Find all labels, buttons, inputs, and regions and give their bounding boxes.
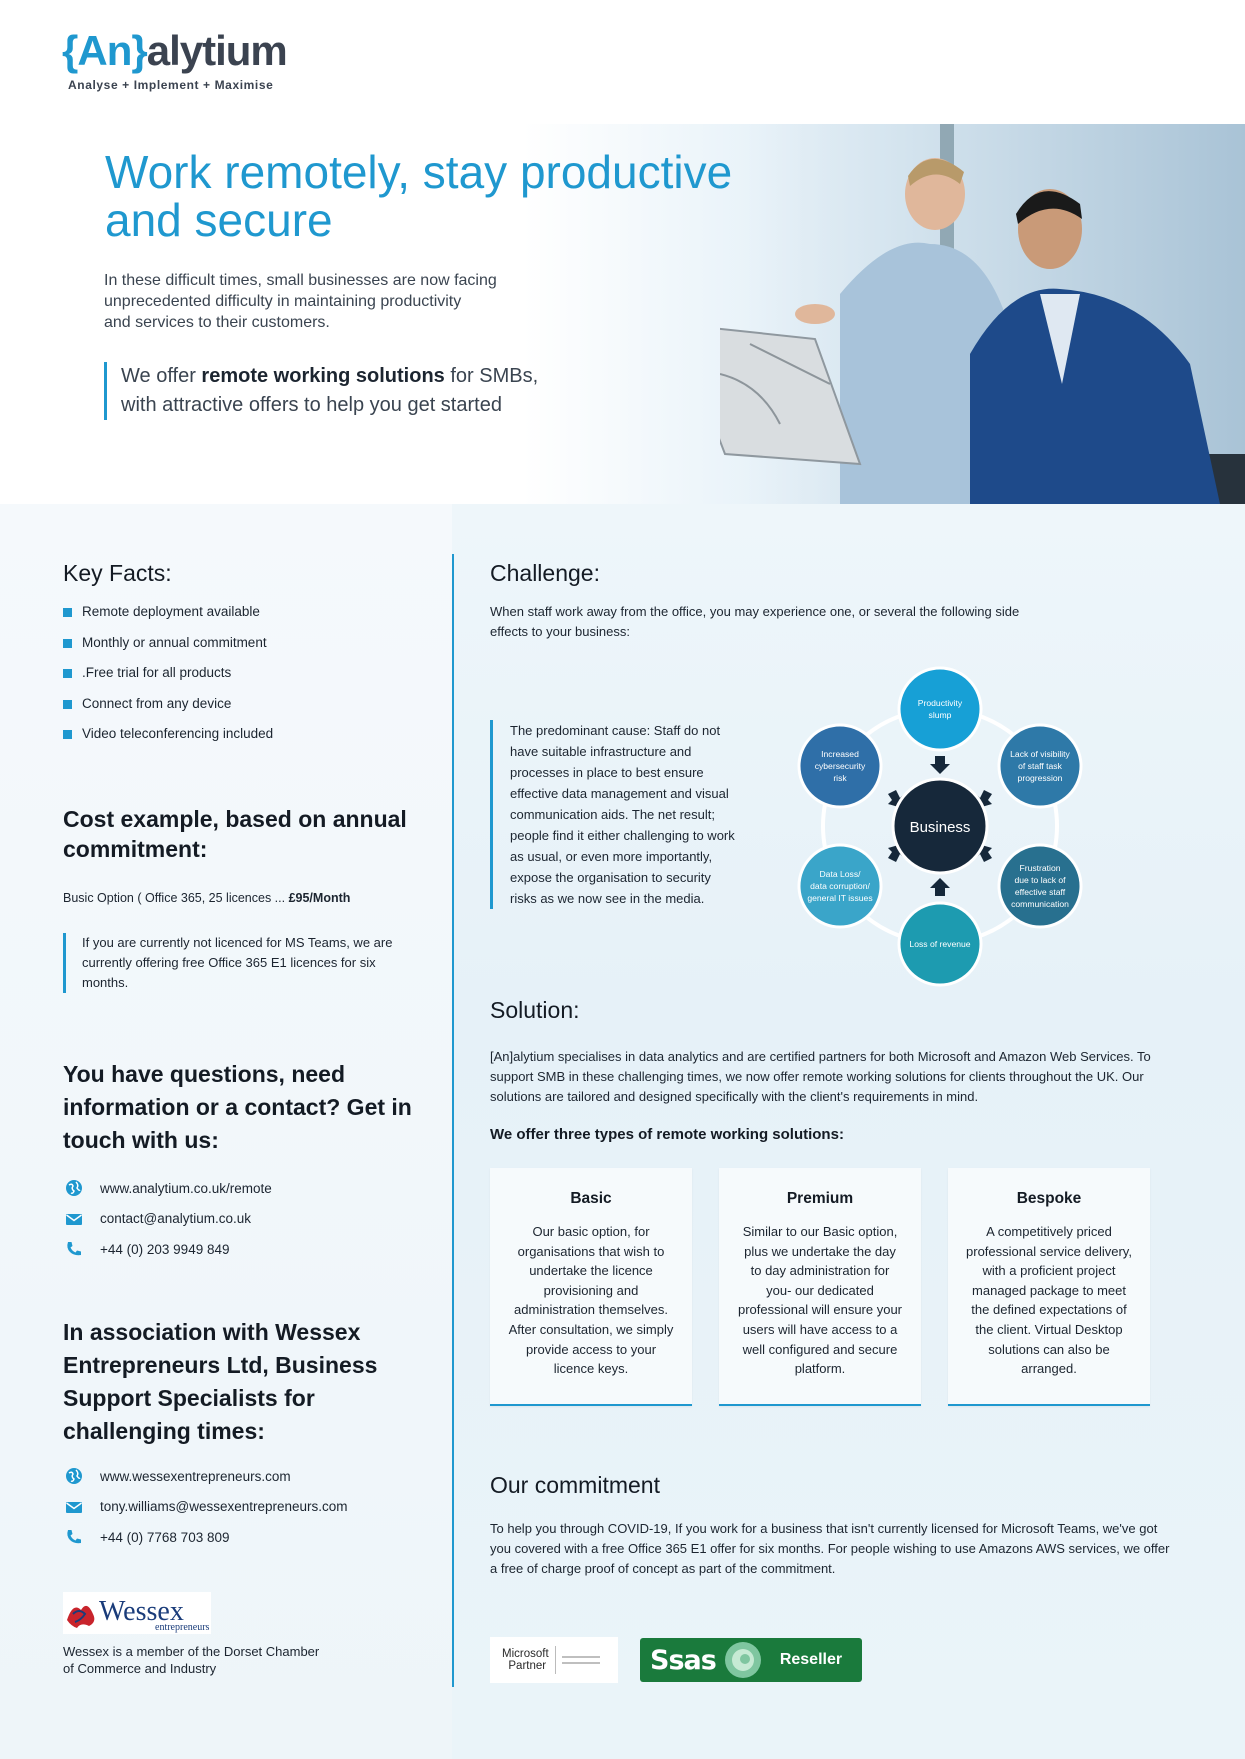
key-fact-item: Video teleconferencing included (63, 726, 273, 757)
bullet-square-icon (63, 730, 72, 739)
wessex-logo-word: Wessex (99, 1596, 184, 1627)
analytium-logo (62, 28, 287, 92)
cost-example-title: Cost example, based on annual commitment: (63, 806, 407, 862)
diagram-center-label: Business (909, 819, 971, 836)
card-title: Premium (786, 1190, 854, 1207)
column-divider (452, 554, 454, 1687)
key-fact-item: Monthly or annual commitment (63, 635, 273, 666)
card-text: A competitively priced professional service delivery, with a proficient project managed package to meet the defined expectations of the client. Virtual Desktop solutions can also be arranged. (966, 1224, 1132, 1377)
diagram-node-frustration (999, 845, 1081, 927)
globe-icon (65, 1179, 83, 1197)
commitment-text: To help you through COVID-19, If you work for a business that isn't currently licensed for Microsoft Teams, we've got you covered with a free Office 365 E1 offer for six months. For people wishing to use Amazons AWS services, we offer a free of charge proof of concept as part of the commitment. (490, 1521, 1170, 1576)
content-area (0, 504, 1245, 1759)
solution-card-basic (490, 1168, 692, 1406)
bullet-square-icon (63, 700, 72, 709)
contact-phone[interactable]: +44 (0) 203 9949 849 (63, 1234, 272, 1265)
diagram-node-label: Loss of revenue (909, 939, 971, 949)
logo-tagline: Analyse + Implement + Maximise (68, 78, 274, 92)
card-title: Basic (570, 1190, 612, 1207)
bullet-square-icon (63, 608, 72, 617)
microsoft-partner-badge (490, 1637, 618, 1683)
contact-email[interactable]: contact@analytium.co.uk (63, 1204, 272, 1235)
sas-reseller-badge (640, 1638, 862, 1682)
solution-text: [An]alytium specialises in data analytics and are certified partners for both Microsoft and Amazon Web Services. To support SMB in these challenging times, we now offer remote working solutions for clients throughout the UK. Our solutions are tailored and designed specifically with the client's requirements in mind. (490, 1049, 1151, 1104)
logo-wordmark: {An}alytium (62, 27, 287, 74)
phone-icon (65, 1240, 83, 1258)
microsoft-partner-label: Microsoft Partner (502, 1648, 549, 1672)
wessex-contact-email[interactable]: tony.williams@wessexentrepreneurs.com (63, 1492, 348, 1523)
diagram-node-label: due to lack of (1014, 875, 1066, 885)
key-fact-item: Remote deployment available (63, 604, 273, 635)
microsoft-competency-lines (562, 1652, 602, 1668)
diagram-node-label: Data Loss/ (819, 869, 861, 879)
hero-banner (0, 124, 1245, 504)
solution-cards (490, 1168, 1177, 1406)
diagram-node-revenue (899, 903, 981, 985)
hero-intro: In these difficult times, small businesses are now facing unprecedented difficulty in maintaining productivity and services to their customers. (104, 272, 497, 331)
mail-icon (65, 1210, 83, 1228)
diagram-node-visibility (999, 725, 1081, 807)
diagram-node-label: Lack of visibility (1010, 749, 1070, 759)
diagram-node-label: Productivity (917, 698, 963, 708)
diagram-node-productivity (899, 668, 981, 750)
diagram-node-cyber (799, 725, 881, 807)
diagram-node-label: cybersecurity (814, 761, 866, 771)
phone-icon (65, 1528, 83, 1546)
contact-title: You have questions, need information or a contact? Get in touch with us: (63, 1061, 412, 1153)
diagram-node-label: progression (1017, 773, 1063, 783)
card-text: Similar to our Basic option, plus we undertake the day to day administration for you- our dedicated professional will ensure your users will have access to a well configured and secure platform. (737, 1224, 903, 1377)
diagram-node-label: communication (1011, 899, 1069, 909)
diagram-node-label: Increased (821, 749, 859, 759)
arrow-down-icon (930, 756, 950, 774)
diagram-node-label: of staff task (1018, 761, 1062, 771)
contact-web[interactable]: www.analytium.co.uk/remote (63, 1173, 272, 1204)
analytium-contact-list (63, 1173, 272, 1265)
card-title: Bespoke (1016, 1190, 1082, 1207)
sas-reseller-label: Reseller (779, 1651, 843, 1668)
hero-offer-callout: We offer remote working solutions for SMBs, with attractive offers to help you get started (104, 362, 584, 420)
challenge-diagram (770, 656, 1110, 996)
wessex-caption: Wessex is a member of the Dorset Chamber of Commerce and Industry (63, 1644, 320, 1676)
diagram-node-label: slump (928, 710, 952, 720)
cost-example-line: Busic Option ( Office 365, 25 licences ... £95/Month (63, 891, 351, 905)
key-fact-item: Connect from any device (63, 696, 273, 727)
diagram-node-label: risk (833, 773, 847, 783)
diagram-node-label: data corruption/ (810, 881, 870, 891)
wessex-contact-web[interactable]: www.wessexentrepreneurs.com (63, 1461, 348, 1492)
globe-icon (65, 1467, 83, 1485)
predominant-cause-callout: The predominant cause: Staff do not have suitable infrastructure and processes in place to best ensure effective data management and visual communication aids. The net result; people find it either challenging to work as usual, or even more importantly, expose the organisation to security risks as we now see in the media. (490, 720, 740, 909)
bullet-square-icon (63, 639, 72, 648)
solutions-offer-title: We offer three types of remote working solutions: (490, 1126, 844, 1143)
diagram-node-dataloss (799, 845, 881, 927)
bullet-square-icon (63, 669, 72, 678)
wessex-contact-list (63, 1461, 348, 1553)
wessex-logo (63, 1592, 211, 1634)
diagram-node-circle (899, 668, 981, 750)
challenge-title: Challenge: (490, 560, 600, 586)
key-facts-list (63, 604, 273, 757)
diagram-node-center (893, 779, 987, 873)
arrow-up-icon (930, 878, 950, 896)
key-fact-item: .Free trial for all products (63, 665, 273, 696)
solution-title: Solution: (490, 997, 580, 1023)
hero-title: Work remotely, stay productive and secure (105, 146, 733, 246)
teams-licence-note: If you are currently not licenced for MS Teams, we are currently offering free Office 365 E1 licences for six months. (63, 933, 403, 993)
diagram-node-label: effective staff (1014, 887, 1066, 897)
association-title: In association with Wessex Entrepreneurs Ltd, Business Support Specialists for challenging times: (63, 1319, 378, 1444)
wessex-contact-phone[interactable]: +44 (0) 7768 703 809 (63, 1522, 348, 1553)
diagram-node-label: Frustration (1019, 863, 1061, 873)
diagram-node-circle (999, 845, 1081, 927)
badge-separator (555, 1646, 556, 1674)
sas-swirl-icon (716, 1640, 770, 1680)
wessex-logo-sub: entrepreneurs (155, 1622, 210, 1633)
solution-card-premium (719, 1168, 921, 1406)
challenge-intro: When staff work away from the office, you may experience one, or several the following side effects to your business: (490, 604, 1020, 639)
sas-logo-word: Ssas (650, 1644, 716, 1676)
mail-icon (65, 1498, 83, 1516)
commitment-title: Our commitment (490, 1472, 660, 1498)
card-text: Our basic option, for organisations that wish to undertake the licence provisioning and administration themselves. After consultation, we simply provide access to your licence keys. (508, 1224, 674, 1377)
diagram-node-label: general IT issues (807, 893, 873, 903)
key-facts-title: Key Facts: (63, 560, 172, 586)
solution-card-bespoke (948, 1168, 1150, 1406)
